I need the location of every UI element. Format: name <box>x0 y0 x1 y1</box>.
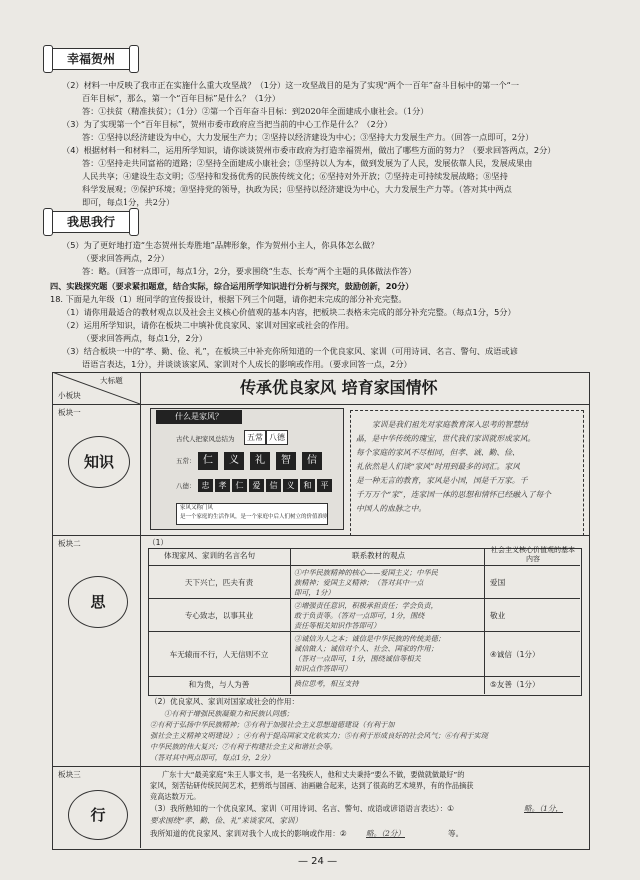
table-row-value: 爱国 <box>490 577 506 587</box>
family-motto-line: 是一种无言的教育，家风是小国，国是千万家。千 <box>356 476 528 485</box>
section-banner-think-act: 我思我行 <box>50 211 132 233</box>
divider <box>148 676 580 677</box>
wuchang-char: 信 <box>302 452 322 470</box>
bade-char: 平 <box>317 479 332 492</box>
note-line2: 是一个家庭的生活作风，是一个家庭中后人们树立的价值准则 <box>180 514 329 520</box>
block-3-q1: （3）我所熟知的一个优良家风、家训（可用诗词、名言、警句、成语或谚语语言表达）：① <box>150 804 454 813</box>
bade-char: 仁 <box>232 479 247 492</box>
ancient-summary: 古代人把家风总结为 <box>176 435 235 443</box>
bade-char: 信 <box>266 479 281 492</box>
family-motto-line: 礼依然是人们谈“家风”时用到最多的词汇。家风 <box>356 462 520 471</box>
table-row-view: 诚信做人；诚信对个人、社会、国家的作用； <box>294 644 438 653</box>
table-row-quote: 车无辕而不行，人无信则不立 <box>169 649 269 659</box>
answer-4-line2: 人民共享；④建设生态文明；⑤坚持和发扬优秀的民族传统文化；⑥坚持对外开放；⑦坚持走可持续发展战略；⑧坚持 <box>82 171 508 181</box>
question-5-cont: （要求回答两点，2分） <box>82 253 170 263</box>
block-1-label: 板块一 <box>58 408 81 417</box>
family-motto-line: 千万万个“家”，连家国一体的思想和情怀已经融入了每个 <box>356 490 552 499</box>
block-3-q2: 我所知道的优良家风、家训对我个人成长的影响或作用：② <box>150 829 347 838</box>
box-bade: 八德 <box>266 430 288 445</box>
block-2-answer-line: ②有利于弘扬中华民族精神；③有利于加强社会主义思想道德建设（有利于加 <box>150 720 395 729</box>
wuchang-char: 仁 <box>198 452 218 470</box>
table-row-quote: 天下兴亡，匹夫有责 <box>184 577 254 587</box>
col-header-value: 社会主义核心价值观的基本内容 <box>491 546 575 563</box>
block-3-a1: 略。（1分， <box>524 804 563 813</box>
table-row-quote: 和为贵，与人为善 <box>188 680 250 689</box>
box-wuchang: 五常 <box>244 430 266 445</box>
question-2-cont: 百年目标”，那么，第一个“百年目标”是什么？（1分） <box>82 93 281 103</box>
table-row-view: （答对一点即可，1分，围绕诚信等相关 <box>294 654 421 663</box>
table-row-view: 责任等相关知识作答即可） <box>294 621 381 630</box>
header-bottom-label: 小板块 <box>58 391 81 400</box>
what-is-family-style: 什么是家风？ <box>156 410 242 424</box>
block-2-answer-line: 强社会主义精神文明建设）；④有利于提高国家文化软实力；⑤有利于形成良好的社会风气；⑥有利于实现 <box>150 731 488 740</box>
bade-char: 孝 <box>215 479 230 492</box>
answer-4-line4: 即可，每点1分，共2分） <box>82 197 175 207</box>
table-row-view: 敢于负责等。（答对一点即可，1分，围绕 <box>294 611 425 620</box>
answer-3: 答：①坚持以经济建设为中心，大力发展生产力；②坚持以经济建设为中心；③坚持大力发展生产力。（回答一点即可，2分） <box>82 132 534 142</box>
divider <box>148 631 580 632</box>
block-3-text1: 广东十大“最美家庭”朱王人事文书，是一名残疾人，他和丈夫秉持“要么不做，要做就做最好”的 <box>162 770 465 779</box>
col-header-quote: 体现家风、家训的名言名句 <box>164 551 256 560</box>
bade-char: 和 <box>300 479 315 492</box>
answer-2: 答：①扶贫（精准扶贫）；（1分）②第一个百年奋斗目标：到2020年全面建成小康社会。（1分） <box>82 106 429 116</box>
block-3-end: 等。 <box>448 829 464 838</box>
block-2-label: 板块二 <box>58 539 81 548</box>
block-2-q2: （2）优良家风、家训对国家或社会的作用： <box>150 697 300 706</box>
block-2-answer-line: （答对其中两点即可，每点1分，2分） <box>150 753 275 762</box>
answer-4-line3: 科学发展观；⑨保护环境；⑩坚持党的领导，执政为民；⑪坚持以经济建设为中心，大力发展生产力等。（答对其中两点 <box>82 184 512 194</box>
divider <box>140 372 141 848</box>
divider <box>484 548 485 694</box>
table-row-quote: 专心致志，以事其业 <box>184 610 254 620</box>
divider <box>148 598 580 599</box>
block-3-circle: 行 <box>68 790 128 840</box>
table-row-value: ⑤友善（1分） <box>490 680 540 689</box>
poster-title: 传承优良家风 培育家国情怀 <box>240 378 438 397</box>
section-banner-happy-hezhou: 幸福贺州 <box>50 48 132 70</box>
wuchang-char: 义 <box>224 452 244 470</box>
wuchang-label: 五常： <box>176 457 196 465</box>
family-motto-line: 中国人的血脉之中。 <box>356 504 427 513</box>
bade-char: 爱 <box>249 479 264 492</box>
block-3-text2: 家风，刻苦钻研传统民间艺术，把剪纸与国画、油画融合起来，达到了很高的艺术境界，有的作品摘获 <box>150 781 474 790</box>
table-row-view: ①中华民族精神的核心——爱国主义；中华民 <box>294 568 438 577</box>
page-number: — 24 — <box>298 856 338 867</box>
question-18-2-cont: （要求回答两点，每点1分，2分） <box>82 333 208 343</box>
table-row-view: 换位思考，相互支持 <box>294 679 359 688</box>
block-3-a2: 略。（2分） <box>366 829 405 838</box>
bade-char: 义 <box>283 479 298 492</box>
question-4: （4）根据材料一和材料二，运用所学知识，请你谈谈贺州市委市政府为打造幸福贺州，做出了哪些方面的努力？（要求回答两点，2分） <box>62 145 556 155</box>
table-row-value: ④诚信（1分） <box>490 649 540 659</box>
divider <box>148 565 580 566</box>
table-row-view: 即可，1分） <box>294 588 335 597</box>
table-row-view: 知识点作答即可） <box>294 664 352 673</box>
note-line1: 家风又称门风 <box>180 505 214 511</box>
divider <box>290 548 291 694</box>
block-2-answer-line: 中华民族的伟大复兴；⑦有利于构建社会主义和谐社会等。 <box>150 742 337 751</box>
answer-4-line1: 答：①坚持走共同富裕的道路；②坚持全面建成小康社会；③坚持以人为本，做到发展为了人民，发展依靠人民，发展成果由 <box>82 158 533 168</box>
section-4-heading: 四、实践探究题（要求紧扣题意，结合实际，综合运用所学知识进行分析与探究，鼓励创新，20分） <box>50 281 414 291</box>
family-motto-line: 晶，是中华传统的瑰宝，世代我们家训就形成家风。 <box>356 434 536 443</box>
block-3-note: 要求围绕“孝、勤、俭、礼”来谈家风、家训） <box>150 816 303 825</box>
question-18-2: （2）运用所学知识，请你在板块二中填补优良家风、家训对国家或社会的作用。 <box>62 320 354 330</box>
family-motto-line: 每个家庭的家风不尽相同，但孝、诚、勤、俭、 <box>356 448 520 457</box>
table-row-view: 族精神；爱国主义精神；（答对其中一点 <box>294 578 424 587</box>
question-3: （3）为了实现第一个“百年目标”，贺州市委市政府应当把当前的中心工作是什么？（2分） <box>62 119 393 129</box>
bade-label: 八德： <box>176 482 196 490</box>
family-motto-line: 家训是我们祖先对家庭教育深入思考的智慧结 <box>372 420 528 429</box>
table-row-view: ②增强责任意识，积极承担责任；学会负责， <box>294 601 438 610</box>
wuchang-char: 智 <box>276 452 296 470</box>
table-row-view: ③诚信为人之本；诚信是中华民族的传统美德； <box>294 634 445 643</box>
block-3-text3: 竞高达数万元。 <box>150 792 201 801</box>
bade-char: 忠 <box>198 479 213 492</box>
answer-5: 答：略。（回答一点即可，每点1分，2分，要求围绕“生态、长寿”两个主题的具体做法作答） <box>82 266 417 276</box>
question-18-3-cont: 语语言表达，1分），并谈谈该家风、家训对个人成长的影响或作用。（要求回答一点，2分） <box>82 359 412 369</box>
divider <box>52 766 590 767</box>
block-3-label: 板块三 <box>58 770 81 779</box>
col-header-view: 联系教材的观点 <box>352 551 406 560</box>
question-18-1: （1）请你用最适合的教材观点以及社会主义核心价值观的基本内容，把板块二表格未完成的部分补充完整。（每点1分，5分） <box>62 307 516 317</box>
table-row-value: 敬业 <box>490 610 506 620</box>
header-top-label: 大标题 <box>100 376 123 385</box>
divider <box>52 535 590 536</box>
question-5: （5）为了更好地打造“生态贺州长寿胜地”品牌形象，作为贺州小主人，你具体怎么做？ <box>62 240 379 250</box>
block-2-circle: 思 <box>68 576 128 628</box>
divider <box>52 404 590 405</box>
question-2: （2）材料一中反映了我市正在实施什么重大攻坚战？（1分）这一攻坚战目的是为了实现“两个一百年”奋斗目标中的第一个“一 <box>62 80 520 90</box>
block-2-answer-line: ①有利于增强民族凝聚力和民族认同感； <box>164 709 294 718</box>
wuchang-char: 礼 <box>250 452 270 470</box>
question-18: 18. 下面是九年级（1）班同学的宣传报设计，根据下列三个问题，请你把未完成的部分补充完整。 <box>50 294 407 304</box>
block-1-circle: 知识 <box>68 436 130 488</box>
question-18-3: （3）结合板块一中的“孝、勤、俭、礼”，在板块三中补充你所知道的一个优良家风、家训（可用诗词、名言、警句、成语或谚 <box>62 346 518 356</box>
block-2-num: （1） <box>148 538 169 547</box>
